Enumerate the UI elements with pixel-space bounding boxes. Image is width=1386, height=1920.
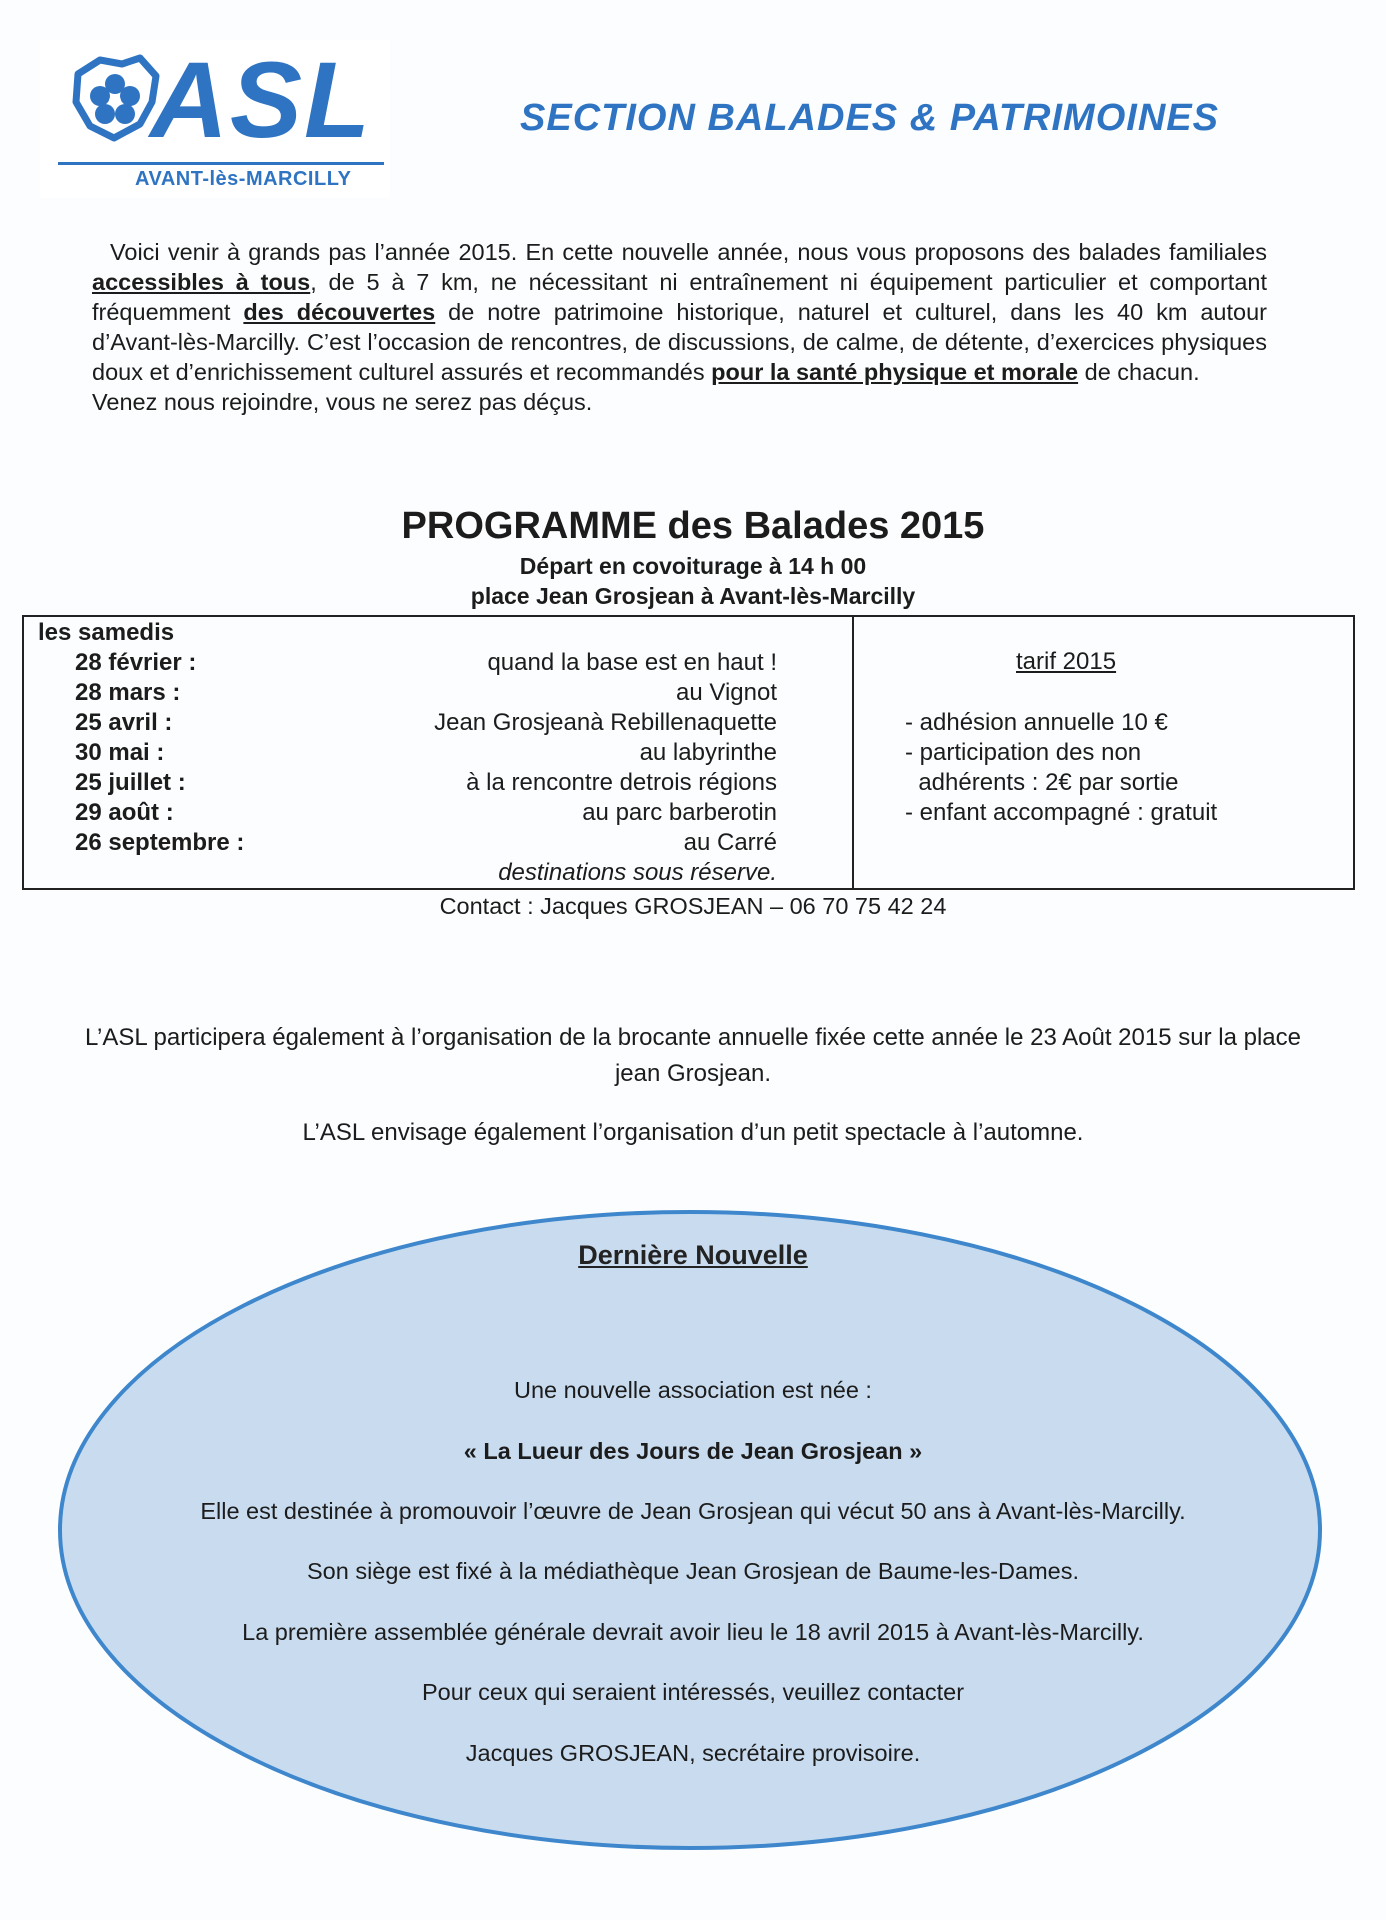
programme-place: place Jean Grosjean à Avant-lès-Marcilly	[470, 583, 916, 609]
table-divider	[852, 615, 854, 890]
tarif-item: - adhésion annuelle 10 €	[905, 709, 1168, 736]
highlight-accessible: accessibles à tous	[92, 269, 311, 295]
programme-title: PROGRAMME des Balades 2015	[401, 505, 985, 547]
destination-item: quand la base est en haut !	[487, 649, 777, 676]
intro-paragraph	[92, 237, 1267, 387]
flower-logo-icon	[70, 54, 160, 144]
tarif-item: adhérents : 2€ par sortie	[905, 769, 1179, 796]
intro-part: de notre patrimoine historique, naturel et culturel, dans les 40 km autour d’Avant-lès-Marcilly. C’est l’occasion de rencontres, de discussions, de calme, de détente, d’exercices physiques doux et d’enrichissement culturel assurés et recommandés	[92, 299, 1267, 385]
destination-item: au parc barberotin	[582, 799, 777, 826]
programme-departure: Départ en covoiturage à 14 h 00	[519, 553, 867, 579]
date-item: 26 septembre :	[75, 829, 245, 856]
tarif-item: - enfant accompagné : gratuit	[905, 799, 1218, 826]
news-line: Elle est destinée à promouvoir l’œuvre de Jean Grosjean qui vécut 50 ans à Avant-lès-Marcilly.	[200, 1498, 1186, 1524]
date-item: 28 mars :	[75, 679, 181, 706]
contact-line: Contact : Jacques GROSJEAN – 06 70 75 42 24	[439, 893, 947, 919]
news-line: Une nouvelle association est née :	[514, 1377, 872, 1403]
logo-town: AVANT-lès-MARCILLY	[135, 168, 352, 190]
tarif-item: - participation des non	[905, 739, 1142, 766]
news-line: Son siège est fixé à la médiathèque Jean Grosjean de Baume-les-Dames.	[306, 1558, 1079, 1584]
news-line: Pour ceux qui seraient intéressés, veuillez contacter	[421, 1679, 965, 1705]
tarif-list	[905, 708, 1217, 828]
logo	[40, 40, 390, 198]
news-line: Jacques GROSJEAN, secrétaire provisoire.	[465, 1740, 921, 1766]
news-line: La première assemblée générale devrait avoir lieu le 18 avril 2015 à Avant-lès-Marcilly.	[242, 1619, 1144, 1645]
logo-text: ASL	[150, 39, 372, 160]
destinations-note: destinations sous réserve.	[498, 859, 777, 886]
brocante-line: L’ASL participera également à l’organisation de la brocante annuelle fixée cette année le 23 Août 2015 sur la place	[85, 1024, 1301, 1051]
spectacle-paragraph: L’ASL envisage également l’organisation d’un petit spectacle à l’automne.	[302, 1119, 1084, 1146]
section-title: SECTION BALADES & PATRIMOINES	[520, 97, 1219, 139]
dates-column	[75, 648, 244, 858]
destination-item: au labyrinthe	[639, 739, 777, 766]
intro-invitation: Venez nous rejoindre, vous ne serez pas déçus.	[92, 389, 593, 415]
destination-item: au Carré	[683, 829, 777, 856]
destination-item: à la rencontre detrois régions	[466, 769, 777, 796]
date-item: 25 avril :	[75, 709, 173, 736]
intro-part: , de 5 à 7 km, ne nécessitant ni entraînement ni équipement particulier et comportant fréquemment	[92, 269, 1267, 325]
date-item: 28 février :	[75, 649, 197, 676]
logo-underline	[58, 162, 384, 165]
destination-item: Jean Grosjeanà Rebillenaquette	[434, 709, 777, 736]
destination-item: au Vignot	[676, 679, 777, 706]
date-item: 30 mai :	[75, 739, 165, 766]
intro-part: Voici venir à grands pas l’année 2015. En cette nouvelle année, nous vous proposons des balades familiales	[110, 239, 1267, 265]
news-title: Dernière Nouvelle	[578, 1240, 808, 1270]
date-item: 29 août :	[75, 799, 174, 826]
tarif-title: tarif 2015	[1016, 648, 1117, 675]
date-item: 25 juillet :	[75, 769, 186, 796]
intro-text	[92, 237, 1267, 417]
highlight-decouvertes: des découvertes	[243, 299, 436, 325]
brocante-line: jean Grosjean.	[614, 1060, 772, 1087]
highlight-sante: pour la santé physique et morale	[711, 359, 1079, 385]
brocante-paragraph	[20, 1020, 1366, 1092]
destinations-column	[300, 648, 777, 888]
intro-part: de chacun.	[1078, 359, 1200, 385]
news-association-name: « La Lueur des Jours de Jean Grosjean »	[463, 1438, 923, 1464]
samedis-label: les samedis	[38, 619, 175, 646]
